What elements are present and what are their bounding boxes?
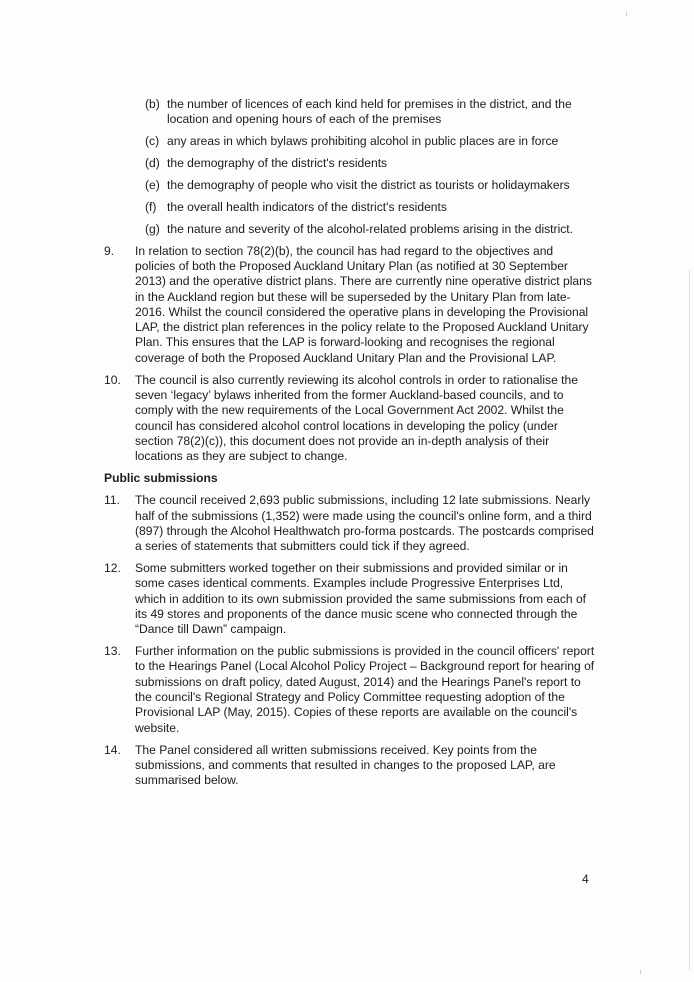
list-item-text: the demography of people who visit the district as tourists or holidaymakers bbox=[167, 177, 570, 192]
list-item-label: (c) bbox=[145, 134, 160, 149]
paragraph-list bbox=[104, 244, 596, 465]
paragraph-number: 12. bbox=[104, 561, 121, 576]
paragraph-text: In relation to section 78(2)(b), the council has had regard to the objectives and policies of both the Proposed Auckland Unitary Plan (as notified at 30 September 2013) and the operative district plans. There are currently nine operative district plans in the Auckland region but these will be superseded by the Unitary Plan from late-2016. Whilst the council considered the operative plans in developing the Provisional LAP, the district plan references in the policy relate to the Proposed Auckland Unitary Plan. This ensures that the LAP is forward-looking and recognises the regional coverage of both the Proposed Auckland Unitary Plan and the Provisional LAP. bbox=[135, 243, 592, 365]
paragraph-text: The Panel considered all written submissions received. Key points from the submissions, and comments that resulted in changes to the proposed LAP, are summarised below. bbox=[135, 742, 556, 788]
list-item bbox=[104, 134, 596, 149]
list-item-label: (b) bbox=[145, 97, 160, 111]
paragraph-number: 14. bbox=[104, 742, 121, 757]
list-item bbox=[104, 222, 596, 237]
list-item-text: any areas in which bylaws prohibiting alcohol in public places are in force bbox=[167, 134, 559, 149]
paragraph-number: 10. bbox=[104, 372, 121, 387]
list-item bbox=[104, 200, 596, 215]
page-number: 4 bbox=[582, 872, 589, 886]
paragraph-text: The council received 2,693 public submissions, including 12 late submissions. Nearly half of the submissions (1,352) were made using the council's online form, and a third (897) through the Alcohol Healthwatch pro-forma postcards. The postcards comprised a series of statements that submitters could tick if they agreed. bbox=[135, 493, 594, 554]
paragraph-number: 13. bbox=[104, 644, 121, 659]
list-item-label: (d) bbox=[145, 156, 160, 171]
list-item-text: the demography of the district's residents bbox=[167, 156, 388, 171]
list-item bbox=[104, 156, 596, 171]
scan-speck bbox=[640, 970, 641, 974]
list-item-text: the overall health indicators of the district's residents bbox=[167, 199, 447, 214]
section-heading: Public submissions bbox=[104, 470, 218, 485]
body-content bbox=[104, 97, 596, 795]
numbered-paragraph bbox=[104, 373, 596, 465]
numbered-paragraph bbox=[104, 561, 596, 637]
subitem-list bbox=[104, 97, 596, 237]
numbered-paragraph bbox=[104, 244, 596, 366]
paragraph-number: 9. bbox=[104, 243, 115, 258]
list-item bbox=[104, 97, 596, 128]
list-item bbox=[104, 178, 596, 193]
paragraph-number: 11. bbox=[104, 493, 120, 508]
list-item-text: the nature and severity of the alcohol-related problems arising in the district. bbox=[167, 221, 574, 236]
paragraph-text: Some submitters worked together on their submissions and provided similar or in some cases identical comments. Examples include Progressive Enterprises Ltd, which in addition to its own submission provided the same submissions from each of its 49 stores and proponents of the dance music scene who connected through the “Dance till Dawn” campaign. bbox=[135, 561, 587, 637]
numbered-paragraph bbox=[104, 743, 596, 789]
numbered-paragraph bbox=[104, 493, 596, 554]
paragraph-list bbox=[104, 493, 596, 788]
scan-edge-line bbox=[689, 270, 690, 970]
scan-speck bbox=[626, 12, 627, 16]
list-item-label: (e) bbox=[145, 177, 160, 192]
paragraph-text: The council is also currently reviewing its alcohol controls in order to rationalise the seven ‘legacy’ bylaws inherited from the former Auckland-based councils, and to comply with the new requirements of the Local Government Act 2002. Whilst the council has considered alcohol control locations in developing the policy (under section 78(2)(c)), this document does not provide an in-depth analysis of their locations as they are subject to change. bbox=[135, 372, 578, 464]
list-item-text: the number of licences of each kind held for premises in the district, and the location and opening hours of each of the premises bbox=[167, 97, 572, 127]
list-item-label: (f) bbox=[145, 199, 157, 214]
numbered-paragraph bbox=[104, 644, 596, 736]
list-item-label: (g) bbox=[145, 221, 160, 236]
paragraph-text: Further information on the public submissions is provided in the council officers' report to the Hearings Panel (Local Alcohol Policy Project – Background report for hearing of submissions on draft policy, dated August, 2014) and the Hearings Panel's report to the council's Regional Strategy and Policy Committee requesting adoption of the Provisional LAP (May, 2015). Copies of these reports are available on the council's website. bbox=[135, 644, 595, 735]
